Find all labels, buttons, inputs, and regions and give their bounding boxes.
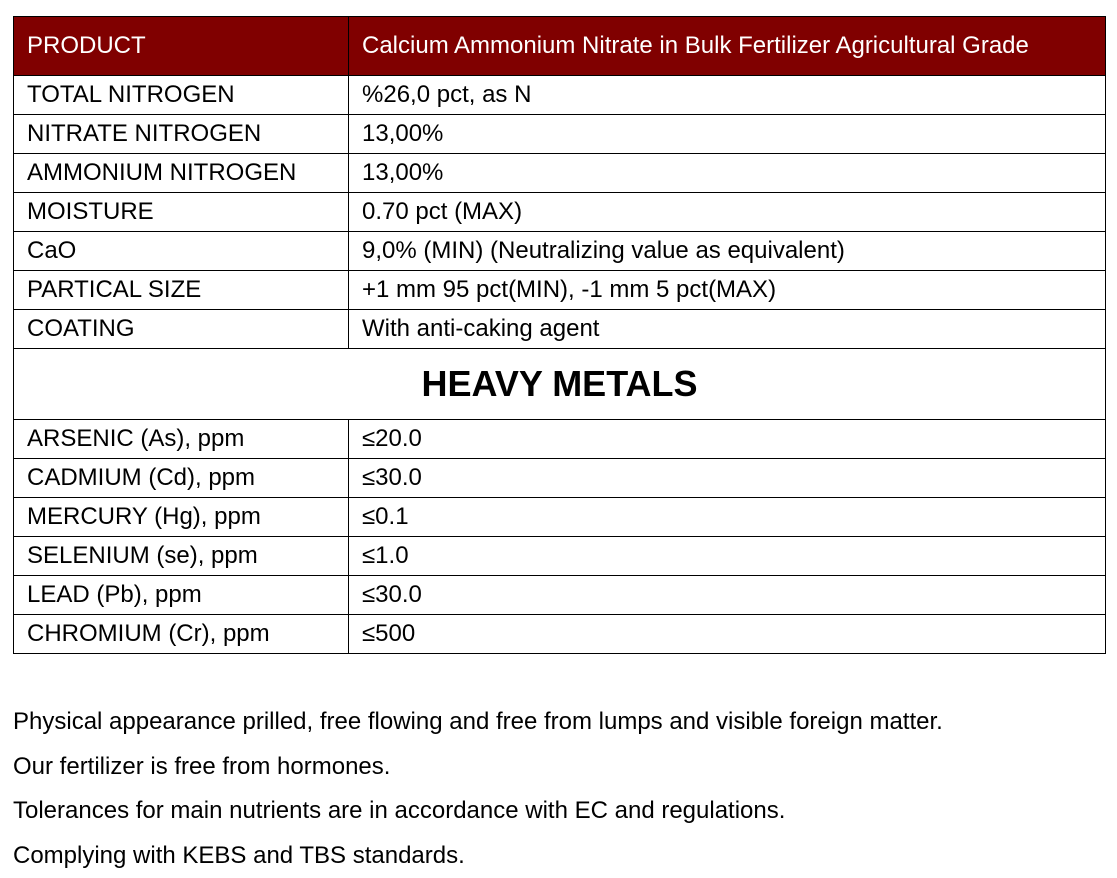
spec-label: AMMONIUM NITROGEN <box>14 154 349 193</box>
spec-label: CaO <box>14 232 349 271</box>
metal-value: ≤500 <box>349 615 1106 654</box>
section-title-row <box>14 349 1106 420</box>
table-row <box>14 420 1106 459</box>
metal-value: ≤20.0 <box>349 420 1106 459</box>
notes-section <box>13 700 1103 878</box>
table-row <box>14 154 1106 193</box>
metal-label: SELENIUM (se), ppm <box>14 537 349 576</box>
metal-value: ≤30.0 <box>349 459 1106 498</box>
table-row <box>14 498 1106 537</box>
metal-value: ≤0.1 <box>349 498 1106 537</box>
header-label-cell: PRODUCT <box>14 17 349 76</box>
metal-label: LEAD (Pb), ppm <box>14 576 349 615</box>
spec-value: +1 mm 95 pct(MIN), -1 mm 5 pct(MAX) <box>349 271 1106 310</box>
spec-value: %26,0 pct, as N <box>349 76 1106 115</box>
spec-label: PARTICAL SIZE <box>14 271 349 310</box>
note-physical-appearance: Physical appearance prilled, free flowing and free from lumps and visible foreign matter. <box>13 700 1103 745</box>
spec-label: TOTAL NITROGEN <box>14 76 349 115</box>
metal-value: ≤30.0 <box>349 576 1106 615</box>
note-hormones: Our fertilizer is free from hormones. <box>13 745 1103 790</box>
table-row <box>14 576 1106 615</box>
spec-value: 9,0% (MIN) (Neutralizing value as equivalent) <box>349 232 1106 271</box>
metal-label: CADMIUM (Cd), ppm <box>14 459 349 498</box>
spec-value: 13,00% <box>349 154 1106 193</box>
spec-label: NITRATE NITROGEN <box>14 115 349 154</box>
table-row <box>14 271 1106 310</box>
table-row <box>14 459 1106 498</box>
table-row <box>14 76 1106 115</box>
table-row <box>14 232 1106 271</box>
table-row <box>14 193 1106 232</box>
spec-label: MOISTURE <box>14 193 349 232</box>
metal-label: ARSENIC (As), ppm <box>14 420 349 459</box>
specification-table <box>13 16 1106 654</box>
metal-label: MERCURY (Hg), ppm <box>14 498 349 537</box>
note-tolerances: Tolerances for main nutrients are in accordance with EC and regulations. <box>13 789 1103 834</box>
metal-value: ≤1.0 <box>349 537 1106 576</box>
spec-value: 13,00% <box>349 115 1106 154</box>
spec-value: With anti-caking agent <box>349 310 1106 349</box>
table-row <box>14 310 1106 349</box>
section-title-heavy-metals: HEAVY METALS <box>14 349 1106 420</box>
note-standards: Complying with KEBS and TBS standards. <box>13 834 1103 878</box>
spec-value: 0.70 pct (MAX) <box>349 193 1106 232</box>
table-row <box>14 115 1106 154</box>
spec-label: COATING <box>14 310 349 349</box>
table-row <box>14 537 1106 576</box>
table-header-row <box>14 17 1106 76</box>
header-value-cell: Calcium Ammonium Nitrate in Bulk Fertilizer Agricultural Grade <box>349 17 1106 76</box>
table-row <box>14 615 1106 654</box>
metal-label: CHROMIUM (Cr), ppm <box>14 615 349 654</box>
